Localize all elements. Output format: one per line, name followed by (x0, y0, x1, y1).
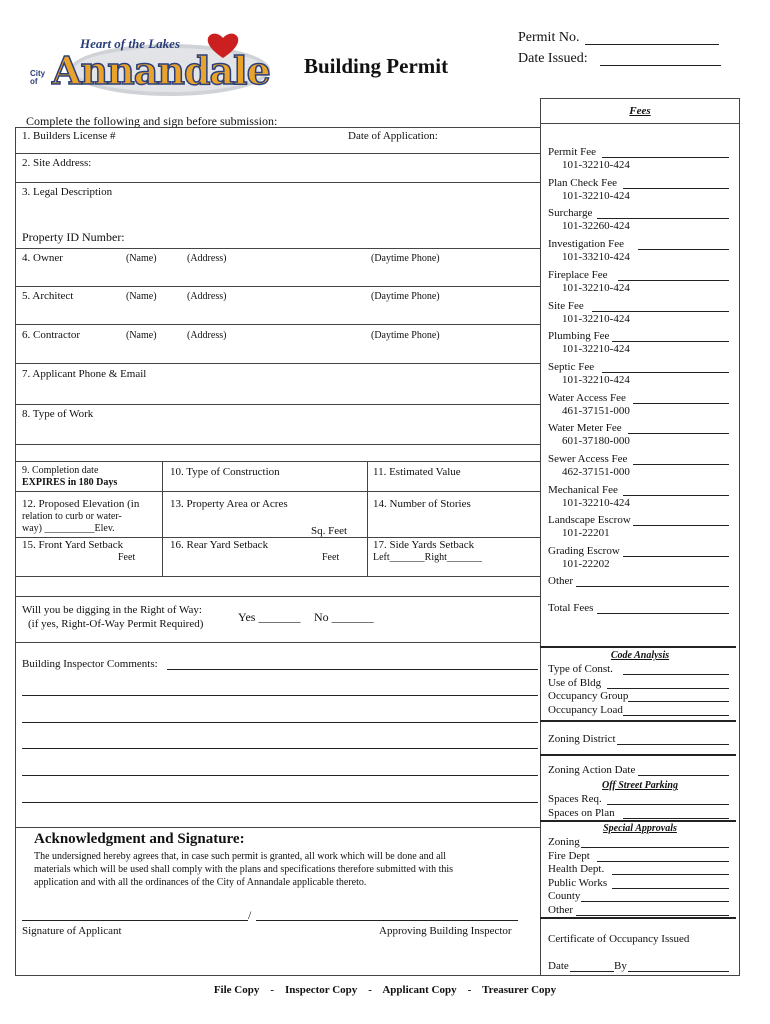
fee-account-number: 101-32210-424 (562, 497, 630, 509)
logo-tagline: Heart of the Lakes (80, 36, 181, 51)
code-analysis-item-label: Type of Const. (548, 663, 613, 675)
fee-amount-line[interactable] (638, 249, 729, 250)
fee-item (548, 238, 732, 264)
fee-amount-line[interactable] (633, 403, 729, 404)
zoning-district-label: Zoning District (548, 733, 616, 745)
fee-account-number: 601-37180-000 (562, 435, 630, 447)
instructions: Complete the following and sign before submission: (26, 114, 278, 128)
fee-account-number: 101-22201 (562, 527, 610, 539)
special-approval-item-line[interactable] (576, 915, 729, 916)
acknowledgment-text-3: application and with all the ordinances of the City of Annandale applicable thereto. (34, 877, 367, 888)
date-issued-label: Date Issued: (518, 51, 588, 66)
owner-label: 4. Owner (22, 252, 63, 264)
permit-no-label: Permit No. (518, 30, 580, 45)
special-approval-item-label: County (548, 890, 581, 902)
left-border (15, 127, 16, 976)
fee-label: Plan Check Fee (548, 177, 618, 189)
logo-name: Annandale (52, 48, 270, 93)
site-address-label: 2. Site Address: (22, 157, 92, 169)
date-of-application-label: Date of Application: (348, 130, 438, 142)
fee-item (548, 361, 732, 387)
date-issued-line[interactable] (600, 65, 721, 66)
fee-item (548, 545, 732, 571)
fee-amount-line[interactable] (628, 433, 729, 434)
fee-account-number: 101-32210-424 (562, 282, 630, 294)
inspector-comments-line-2[interactable] (22, 695, 538, 696)
proposed-elevation-line2: relation to curb or water- (22, 511, 122, 522)
fee-amount-line[interactable] (623, 495, 729, 496)
fee-label: Permit Fee (548, 146, 596, 158)
sq-feet-label: Sq. Feet (311, 525, 348, 537)
signature-slash: / (248, 908, 252, 922)
certificate-date-label: Date (548, 960, 569, 972)
inspector-comments-line-3[interactable] (22, 722, 538, 723)
architect-phone-hint: (Daytime Phone) (371, 291, 440, 302)
parking-item-line[interactable] (623, 818, 729, 819)
owner-address-hint: (Address) (187, 253, 227, 264)
fee-account-number: 101-33210-424 (562, 251, 630, 263)
fee-amount-line[interactable] (623, 188, 729, 189)
acknowledgment-text-1: The undersigned hereby agrees that, in case such permit is granted, all work which will be done and all (34, 851, 447, 862)
fee-label: Water Access Fee (548, 392, 626, 404)
code-analysis-item-label: Use of Bldg (548, 677, 602, 689)
fee-label: Landscape Escrow (548, 514, 631, 526)
fee-amount-line[interactable] (618, 280, 729, 281)
fee-account-number: 462-37151-000 (562, 466, 630, 478)
fee-amount-line[interactable] (612, 341, 729, 342)
builders-license-label: 1. Builders License # (22, 130, 116, 142)
fee-item (548, 484, 732, 510)
footer-file-copy: File Copy (213, 984, 260, 996)
applicant-signature-line[interactable] (22, 920, 248, 921)
permit-no-line[interactable] (585, 44, 719, 45)
fee-item (548, 146, 732, 172)
approving-inspector-label: Approving Building Inspector (379, 925, 512, 937)
side-yards-setback-label: 17. Side Yards Setback (373, 539, 475, 551)
code-analysis-item-label: Occupancy Group (548, 690, 629, 702)
page-title: Building Permit (304, 54, 449, 78)
special-approval-item-line[interactable] (581, 847, 729, 848)
fee-other-label: Other (548, 575, 574, 587)
footer-dash-3: - (467, 984, 472, 996)
inspector-signature-line[interactable] (256, 920, 518, 921)
completion-date-label: 9. Completion date (22, 465, 99, 476)
fee-item (548, 269, 732, 295)
estimated-value-label: 11. Estimated Value (373, 466, 461, 478)
fee-item (548, 453, 732, 479)
signature-of-applicant-label: Signature of Applicant (22, 925, 122, 937)
applicant-phone-email-label: 7. Applicant Phone & Email (22, 368, 147, 380)
fee-item (548, 300, 732, 326)
contractor-phone-hint: (Daytime Phone) (371, 330, 440, 341)
right-of-way-note: (if yes, Right-Of-Way Permit Required) (28, 618, 204, 630)
parking-item-label: Spaces Req. (548, 793, 602, 805)
fees-header: Fees (629, 105, 651, 117)
owner-name-hint: (Name) (126, 253, 157, 264)
owner-phone-hint: (Daytime Phone) (371, 253, 440, 264)
code-analysis-item-line[interactable] (623, 674, 729, 675)
fee-amount-line[interactable] (623, 556, 729, 557)
fee-label: Septic Fee (548, 361, 595, 373)
acknowledgment-title: Acknowledgment and Signature: (34, 831, 245, 847)
proposed-elevation-label: 12. Proposed Elevation (in (22, 498, 140, 510)
right-of-way-question: Will you be digging in the Right of Way: (22, 604, 202, 616)
property-area-label: 13. Property Area or Acres (170, 498, 288, 510)
fee-amount-line[interactable] (602, 372, 729, 373)
fee-account-number: 101-32210-424 (562, 190, 630, 202)
architect-address-hint: (Address) (187, 291, 227, 302)
zoning-action-date-label: Zoning Action Date (548, 764, 636, 776)
type-of-work-label: 8. Type of Work (22, 408, 94, 420)
code-analysis-item-line[interactable] (607, 688, 729, 689)
fee-item (548, 330, 732, 356)
special-approval-item-label: Fire Dept (548, 850, 590, 862)
logo-city-of: City of (30, 69, 46, 86)
inspector-comments-line-6[interactable] (22, 802, 538, 803)
special-approval-item-line[interactable] (581, 901, 729, 902)
special-approval-item-label: Zoning (548, 836, 580, 848)
code-analysis-item-label: Occupancy Load (548, 704, 623, 716)
off-street-parking-header: Off Street Parking (602, 780, 678, 791)
fee-amount-line[interactable] (633, 464, 729, 465)
fee-label: Grading Escrow (548, 545, 620, 557)
city-logo (30, 30, 270, 100)
fee-other-line[interactable] (576, 586, 729, 587)
fee-account-number: 101-32260-424 (562, 220, 630, 232)
expires-label: EXPIRES in 180 Days (22, 477, 118, 488)
footer-treasurer-copy: Treasurer Copy (482, 984, 557, 996)
contractor-label: 6. Contractor (22, 329, 81, 341)
right-of-way-yes[interactable]: Yes _______ (238, 610, 301, 624)
total-fees-line[interactable] (597, 613, 729, 614)
footer-inspector-copy: Inspector Copy (285, 984, 358, 996)
fee-label: Mechanical Fee (548, 484, 618, 496)
inspector-comments-line-1[interactable] (167, 669, 538, 670)
fee-label: Investigation Fee (548, 238, 625, 250)
fee-amount-line[interactable] (633, 525, 729, 526)
architect-label: 5. Architect (22, 290, 74, 302)
contractor-name-hint: (Name) (126, 330, 157, 341)
fee-account-number: 101-22202 (562, 558, 610, 570)
fee-account-number: 101-32210-424 (562, 159, 630, 171)
rear-yard-setback-label: 16. Rear Yard Setback (170, 539, 269, 551)
code-analysis-item-line[interactable] (628, 701, 729, 702)
right-of-way-no[interactable]: No _______ (314, 610, 374, 624)
parking-item-line[interactable] (607, 804, 729, 805)
special-approval-item-label: Health Dept. (548, 863, 605, 875)
fee-account-number: 101-32210-424 (562, 343, 630, 355)
front-yard-feet: Feet (118, 552, 136, 563)
fee-item (548, 392, 732, 418)
fee-item (548, 177, 732, 203)
fee-label: Site Fee (548, 300, 584, 312)
zoning-district-line[interactable] (617, 744, 729, 745)
special-approval-item-label: Other (548, 904, 574, 916)
rear-yard-feet: Feet (322, 552, 340, 563)
fee-label: Surcharge (548, 207, 593, 219)
special-approvals-header: Special Approvals (603, 823, 677, 834)
inspector-comments-line-4[interactable] (22, 748, 538, 749)
property-id-label: Property ID Number: (22, 230, 125, 244)
special-approval-item-line[interactable] (612, 874, 729, 875)
fee-item (548, 422, 732, 448)
contractor-address-hint: (Address) (187, 330, 227, 341)
proposed-elevation-line3: way) __________Elev. (22, 523, 115, 534)
footer-applicant-copy: Applicant Copy (382, 984, 457, 996)
code-analysis-header: Code Analysis (610, 650, 670, 661)
fee-label: Fireplace Fee (548, 269, 608, 281)
special-approval-item-line[interactable] (612, 888, 729, 889)
fee-account-number: 101-32210-424 (562, 374, 630, 386)
bottom-border (15, 975, 540, 976)
fee-amount-line[interactable] (597, 218, 729, 219)
code-analysis-item-line[interactable] (623, 715, 729, 716)
side-yards-left-right: Left_______Right_______ (373, 552, 482, 563)
fee-amount-line[interactable] (602, 157, 729, 158)
parking-item-label: Spaces on Plan (548, 807, 615, 819)
certificate-by-label: By (614, 960, 627, 972)
certificate-date-line[interactable] (570, 971, 614, 972)
fee-account-number: 101-32210-424 (562, 313, 630, 325)
special-approval-item-line[interactable] (597, 861, 729, 862)
type-of-construction-label: 10. Type of Construction (170, 466, 280, 478)
footer-dash-2: - (368, 984, 372, 996)
inspector-comments-label: Building Inspector Comments: (22, 658, 158, 670)
legal-description-label: 3. Legal Description (22, 186, 113, 198)
certificate-by-line[interactable] (628, 971, 729, 972)
fee-account-number: 461-37151-000 (562, 405, 630, 417)
fee-amount-line[interactable] (592, 311, 729, 312)
acknowledgment-text-2: materials which will be used shall comply with the plans and specifications therefore submitted with this (34, 864, 454, 875)
fee-item (548, 514, 732, 540)
zoning-action-date-line[interactable] (638, 775, 729, 776)
fee-label: Plumbing Fee (548, 330, 610, 342)
footer-dash-1: - (270, 984, 275, 996)
architect-name-hint: (Name) (126, 291, 157, 302)
footer-copies (0, 984, 770, 996)
inspector-comments-line-5[interactable] (22, 775, 538, 776)
front-yard-setback-label: 15. Front Yard Setback (22, 539, 124, 551)
number-of-stories-label: 14. Number of Stories (373, 498, 471, 510)
special-approval-item-label: Public Works (548, 877, 608, 889)
fee-label: Water Meter Fee (548, 422, 622, 434)
total-fees-label: Total Fees (548, 602, 594, 614)
fee-item (548, 207, 732, 233)
certificate-occupancy-label: Certificate of Occupancy Issued (548, 933, 690, 945)
fee-label: Sewer Access Fee (548, 453, 628, 465)
